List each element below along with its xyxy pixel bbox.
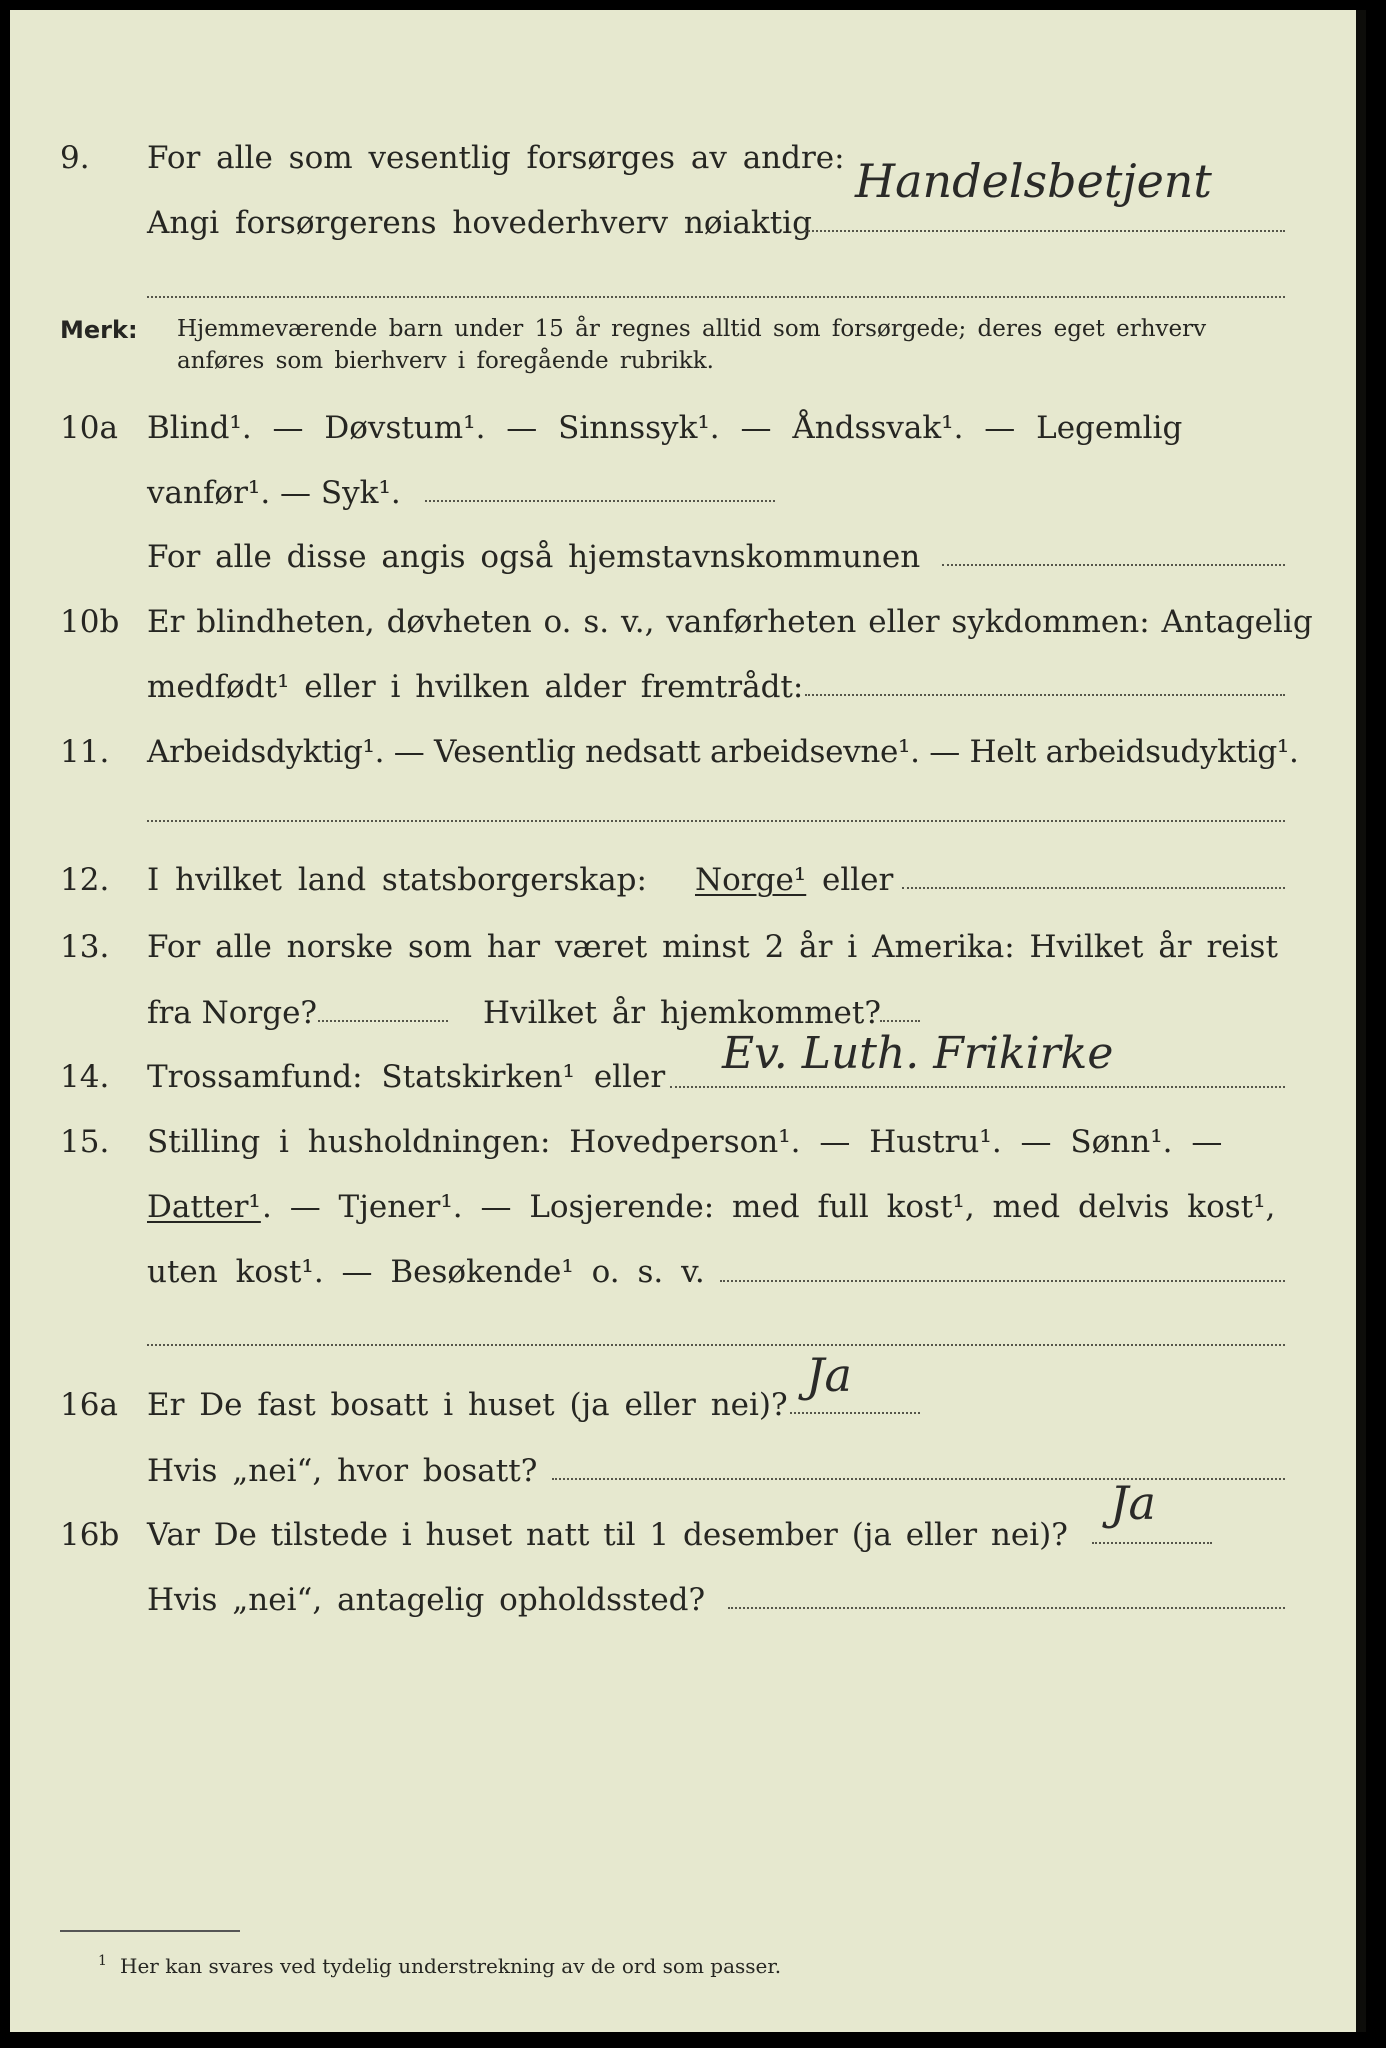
q16a-line1: Er De fast bosatt i huset (ja eller nei)? [147, 1387, 788, 1423]
q10a-number: 10a [60, 410, 118, 446]
q10a-line3-answer [942, 564, 1285, 566]
q13-number: 13. [60, 929, 110, 965]
merk-line1: Hjemmeværende barn under 15 år regnes alltid som forsørgede; deres eget erhverv [177, 316, 1207, 342]
q9-extra-line [147, 296, 1285, 298]
q13-line1: For alle norske som har været minst 2 år i Amerika: Hvilket år reist [147, 929, 1278, 965]
q16a-handwritten-answer: Ja [806, 1348, 852, 1402]
census-form-page [10, 10, 1366, 2032]
q11-line1: Arbeidsdyktig¹. — Vesentlig nedsatt arbeidsevne¹. — Helt arbeidsudyktig¹. [147, 734, 1299, 770]
q9-line1: For alle som vesentlig forsørges av andre: [147, 140, 845, 176]
q14-line1: Trossamfund: Statskirken¹ eller [147, 1059, 666, 1095]
q10a-line1: Blind¹. — Døvstum¹. — Sinnssyk¹. — Åndssvak¹. — Legemlig [147, 410, 1183, 446]
q10b-answer-line [805, 694, 1285, 696]
q16a-bosatt-line [552, 1478, 1285, 1480]
q10b-line2: medfødt¹ eller i hvilken alder fremtrådt: [147, 669, 804, 705]
q16b-number: 16b [60, 1517, 120, 1553]
q15-number: 15. [60, 1124, 110, 1160]
q12-line1a: I hvilket land statsborgerskap: [147, 862, 647, 898]
q15-line1: Stilling i husholdningen: Hovedperson¹. — Hustru¹. — Sønn¹. — [147, 1124, 1223, 1160]
footnote-rule [60, 1930, 240, 1932]
q15-extra-line [147, 1344, 1285, 1346]
q16a-line2: Hvis „nei“, hvor bosatt? [147, 1453, 538, 1489]
q10b-number: 10b [60, 604, 120, 640]
q11-number: 11. [60, 734, 110, 770]
q16b-line1: Var De tilstede i huset natt til 1 desember (ja eller nei)? [147, 1517, 1068, 1553]
q12-norge-underlined: Norge¹ [695, 862, 807, 898]
q9-handwritten-answer: Handelsbetjent [855, 154, 1212, 208]
q9-answer-line [805, 230, 1285, 232]
q15-line3: uten kost¹. — Besøkende¹ o. s. v. [147, 1254, 705, 1290]
q10a-line2-answer [425, 500, 775, 502]
q10a-line2: vanfør¹. — Syk¹. [147, 475, 401, 511]
q16a-answer-line [790, 1412, 920, 1414]
q15-answer-line [720, 1280, 1285, 1282]
q16b-opholdssted-line [728, 1607, 1285, 1609]
q16b-line2: Hvis „nei“, antagelig opholdssted? [147, 1582, 706, 1618]
q9-number: 9. [60, 140, 90, 176]
footnote-mark: 1 [98, 1953, 107, 1969]
q12-number: 12. [60, 862, 110, 898]
merk-line2: anføres som bierhverv i foregående rubrikk. [177, 348, 714, 374]
footnote-text: Her kan svares ved tydelig understrekning av de ord som passer. [120, 1954, 782, 1978]
q14-handwritten-answer: Ev. Luth. Frikirke [722, 1028, 1114, 1079]
q10b-line1: Er blindheten, døvheten o. s. v., vanførheten eller sykdommen: Antagelig [147, 604, 1313, 640]
q16b-answer-line [1092, 1542, 1212, 1544]
q10a-line3: For alle disse angis også hjemstavnskommunen [147, 539, 921, 575]
q13-hjemkommet-line [880, 1020, 920, 1022]
q12-answer-line [902, 887, 1285, 889]
q13-line2b: Hvilket år hjemkommet? [483, 995, 881, 1031]
merk-label: Merk: [60, 316, 138, 344]
q13-line2a: fra Norge? [147, 995, 318, 1031]
q12-line1b: eller [822, 862, 894, 898]
q13-reist-line [318, 1020, 448, 1022]
q11-answer-line [147, 820, 1285, 822]
q16a-number: 16a [60, 1387, 118, 1423]
q15-datter-underlined: Datter¹ [147, 1189, 261, 1225]
q14-number: 14. [60, 1059, 110, 1095]
q15-line2: . — Tjener¹. — Losjerende: med full kost¹, med delvis kost¹, [262, 1189, 1276, 1225]
q14-answer-line [670, 1086, 1285, 1088]
q16b-handwritten-answer: Ja [1110, 1476, 1156, 1530]
q9-line2: Angi forsørgerens hovederhverv nøiaktig [147, 205, 812, 241]
